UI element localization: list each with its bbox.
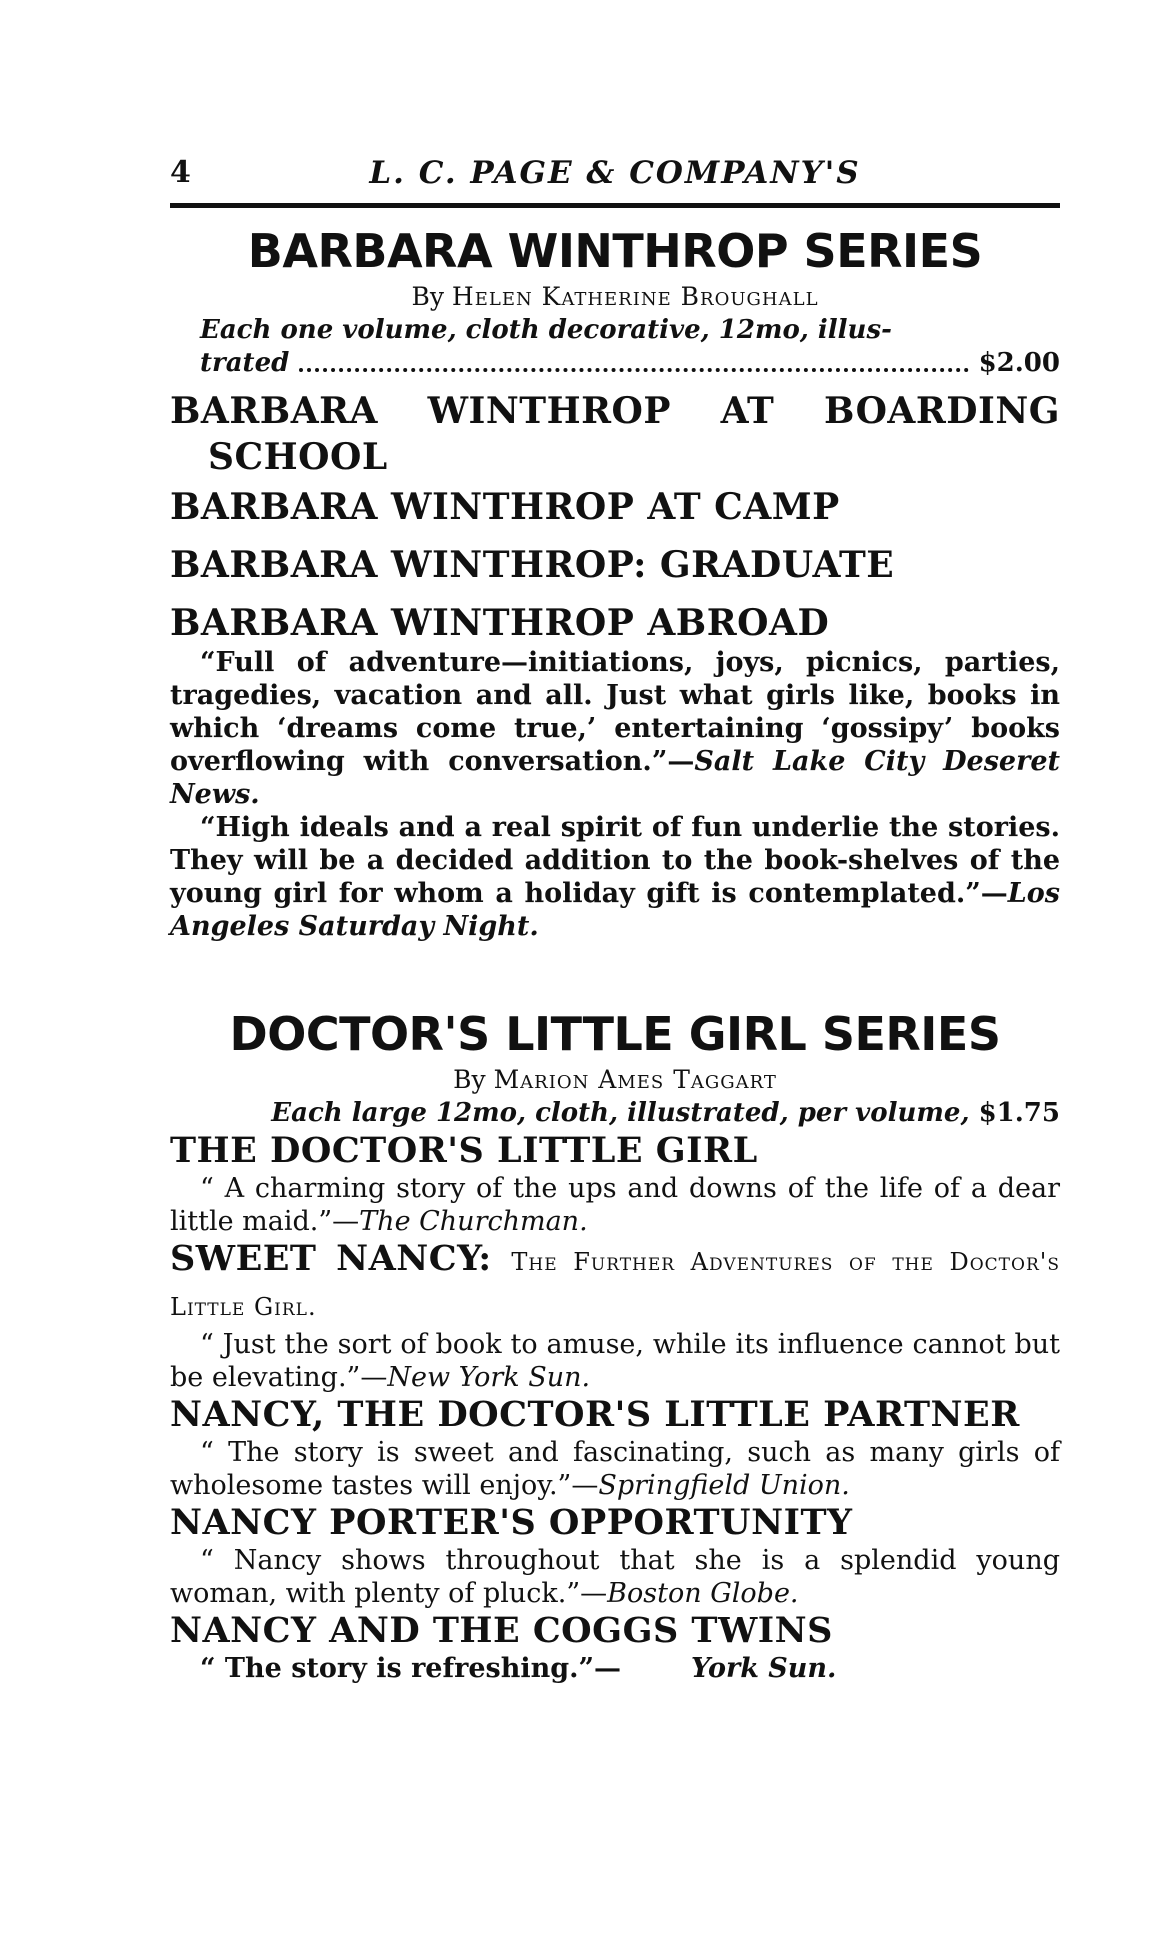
header-rule [170, 203, 1060, 208]
review-text: “ The story is sweet and fascinating, such as many girls of wholesome tastes will enjoy.”— [170, 1437, 1060, 1501]
review-quote [170, 1652, 1060, 1685]
series-format [170, 1097, 1060, 1130]
page-content [170, 222, 1060, 1685]
book-title [170, 1238, 1060, 1328]
book-subtitle: The Further Adventures of the Doctor's Little Girl. [170, 1248, 1060, 1321]
series-price: $2.00 [978, 348, 1060, 378]
book-title-main: SWEET NANCY: [170, 1238, 492, 1279]
book-title: BARBARA WINTHROP ABROAD [170, 602, 830, 644]
doctors-little-girl-series [170, 1005, 1060, 1685]
review-source: Boston Globe. [607, 1578, 799, 1609]
review-source: Los Angeles Saturday Night. [170, 878, 1060, 942]
review-source: Salt Lake City Deseret News. [170, 746, 1060, 810]
review-quote [170, 1436, 1060, 1502]
book-title: THE DOCTOR'S LITTLE GIRL [170, 1130, 758, 1171]
review-source: The Churchman. [359, 1206, 588, 1237]
review-text: “High ideals and a real spirit of fun underlie the stories. They will be a decided addition to the book-shelves of the young girl for whom a holiday gift is contemplated.”— [170, 812, 1060, 909]
book-title: NANCY PORTER'S OPPORTUNITY [170, 1502, 853, 1543]
format-text: Each one volume, cloth decorative, 12mo, illus- [200, 315, 892, 345]
book-title: BARBARA WINTHROP AT CAMP [170, 486, 840, 528]
byline-prefix: By [411, 282, 444, 311]
series-author: Marion Ames Taggart [493, 1065, 777, 1094]
review-quote [170, 646, 1060, 811]
review-text: “ Nancy shows throughout that she is a splendid young woman, with plenty of pluck.”— [170, 1545, 1060, 1609]
series-author: Helen Katherine Broughall [451, 282, 819, 311]
review-quote [170, 1172, 1060, 1238]
byline-prefix: By [453, 1065, 486, 1094]
review-source: Springfield Union. [598, 1470, 850, 1501]
review-quote [170, 1544, 1060, 1610]
review-text: “Full of adventure—initiations, joys, picnics, parties, tragedies, vacation and all. Just what girls like, books in which ‘dreams come true,’ entertaining ‘gossipy’ books overflowing with conversation.”— [170, 647, 1060, 777]
format-text: Each large 12mo, cloth, illustrated, per volume, [271, 1098, 970, 1128]
section-gap [170, 943, 1060, 1005]
review-source: New York Sun. [387, 1362, 591, 1393]
review-text: “ The story is refreshing.”— [200, 1653, 622, 1684]
book-title: BARBARA WINTHROP: GRADUATE [170, 544, 895, 586]
series-title: BARBARA WINTHROP SERIES [247, 224, 983, 278]
book-title: BARBARA WINTHROP AT BOARDING SCHOOL [170, 390, 1060, 478]
series-title: DOCTOR'S LITTLE GIRL SERIES [229, 1007, 1001, 1061]
series-format [170, 314, 1060, 347]
leader-dots [299, 368, 968, 372]
series-byline [170, 280, 1060, 314]
barbara-winthrop-series [170, 222, 1060, 943]
format-text-continued: trated [200, 348, 290, 378]
review-text: “ Just the sort of book to amuse, while its influence cannot but be elevating.”— [170, 1329, 1060, 1393]
page-header [170, 155, 1060, 195]
book-title: NANCY AND THE COGGS TWINS [170, 1610, 833, 1651]
review-quote [170, 811, 1060, 943]
price-row [170, 347, 1060, 380]
review-quote [170, 1328, 1060, 1394]
series-price: $1.75 [978, 1098, 1060, 1128]
running-head: L. C. PAGE & COMPANY'S [369, 155, 861, 191]
book-title: NANCY, THE DOCTOR'S LITTLE PARTNER [170, 1394, 1020, 1435]
review-text: “ A charming story of the ups and downs of the life of a dear little maid.”— [170, 1173, 1060, 1237]
series-byline [170, 1063, 1060, 1097]
review-source: York Sun. [691, 1653, 837, 1684]
page-number: 4 [170, 155, 191, 190]
